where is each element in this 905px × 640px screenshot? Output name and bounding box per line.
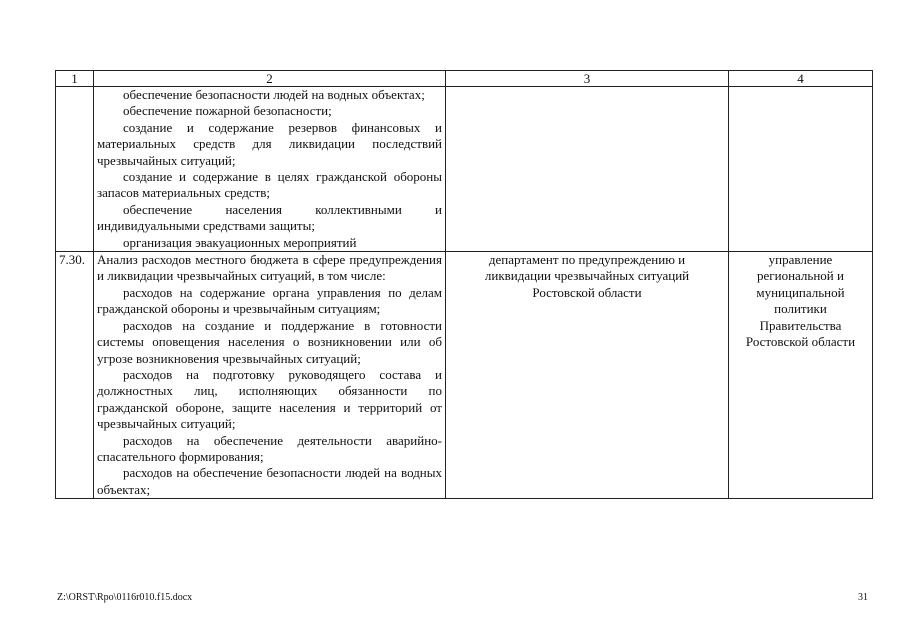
header-col-1: 1 (56, 71, 94, 87)
row-intro: Анализ расходов местного бюджета в сфере предупреждения и ликвидации чрезвычайных ситуаций, в том числе: (97, 252, 442, 284)
list-item: организация эвакуационных мероприятий (123, 234, 357, 250)
coexecutor-line: политики (774, 301, 827, 317)
coexecutor-cell (729, 252, 873, 499)
list-item: создание и содержание в целях гражданской обороны запасов материальных средств; (97, 169, 442, 201)
responsible-line: Ростовской области (532, 284, 642, 300)
coexecutor-cell (729, 87, 873, 252)
list-item: создание и содержание резервов финансовых и материальных средств для ликвидации последствий чрезвычайных ситуаций; (97, 119, 442, 168)
row-description (94, 252, 446, 499)
responsible-cell (446, 252, 729, 499)
coexecutor-line: Правительства (759, 317, 842, 333)
table-row (56, 252, 873, 499)
row-number: 7.30. (56, 252, 94, 499)
list-item: расходов на содержание органа управления по делам гражданской обороны и чрезвычайным ситуациям; (97, 284, 442, 317)
list-item: обеспечение населения коллективными и индивидуальными средствами защиты; (97, 201, 442, 234)
coexecutor-line: управление (768, 252, 833, 268)
list-item: расходов на подготовку руководящего состава и должностных лиц, исполняющих обязанности по гражданской обороне, защите населения и территорий от чрезвычайных ситуаций; (97, 366, 442, 432)
list-item: обеспечение пожарной безопасности; (123, 103, 332, 119)
coexecutor-line: Ростовской области (745, 334, 856, 350)
footer-file-path: Z:\ORST\Rpo\0116r010.f15.docx (57, 592, 193, 603)
list-item: обеспечение безопасности людей на водных объектах; (123, 87, 425, 102)
footer-page-number: 31 (858, 592, 868, 603)
coexecutor-line: региональной и (757, 268, 844, 284)
coexecutor-line: муниципальной (756, 284, 845, 300)
header-row (56, 71, 873, 87)
document-table (55, 70, 873, 499)
row-description (94, 87, 446, 252)
list-item: расходов на создание и поддержание в готовности системы оповещения населения о возникновении или об угрозе возникновения чрезвычайных ситуаций; (97, 317, 442, 366)
table-row (56, 87, 873, 252)
header-col-4: 4 (729, 71, 873, 87)
responsible-line: ликвидации чрезвычайных ситуаций (484, 268, 690, 284)
header-col-3: 3 (446, 71, 729, 87)
list-item: расходов на обеспечение деятельности аварийно-спасательного формирования; (97, 432, 442, 464)
header-col-2: 2 (94, 71, 446, 87)
responsible-line: департамент по предупреждению и (488, 252, 686, 268)
list-item: расходов на обеспечение безопасности людей на водных объектах; (97, 465, 442, 497)
row-number (56, 87, 94, 252)
responsible-cell (446, 87, 729, 252)
